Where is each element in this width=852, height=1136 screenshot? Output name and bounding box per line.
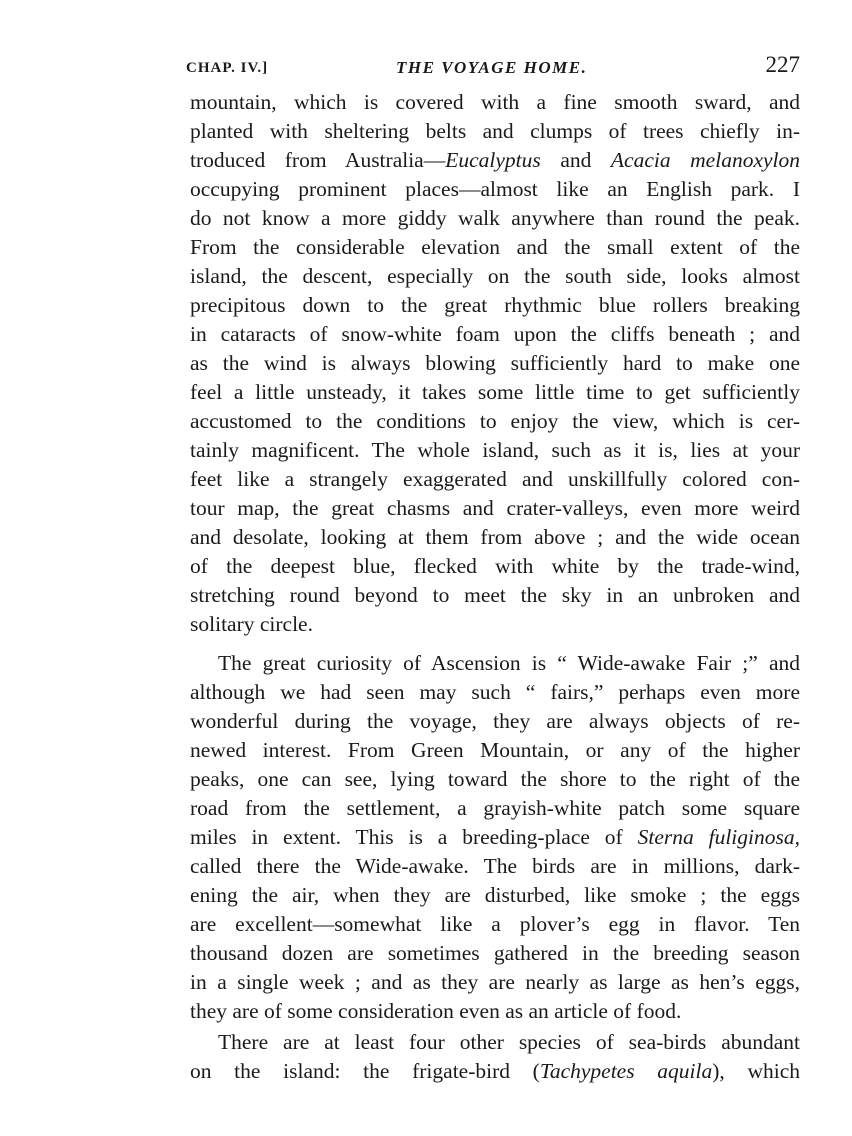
running-head [186,52,800,86]
page-number: 227 [765,52,800,77]
text-line: precipitous down to the great rhythmic blue rollers breaking [190,293,800,317]
text-line: are excellent—somewhat like a plover’s egg in flavor. Ten [190,912,800,936]
text-line: mountain, which is covered with a fine smooth sward, and [190,90,800,114]
text-line: feel a little unsteady, it takes some little time to get sufficiently [190,380,800,404]
text-line: solitary circle. [190,612,313,636]
text-line: planted with sheltering belts and clumps of trees chiefly in- [190,119,800,143]
text-line: tainly magnificent. The whole island, such as it is, lies at your [190,438,800,462]
text-line: and desolate, looking at them from above ; and the wide ocean [190,525,800,549]
text-line: they are of some consideration even as an article of food. [190,999,682,1023]
text-line: road from the settlement, a grayish-white patch some square [190,796,800,820]
text-line: on the island: the frigate-bird (Tachypetes aquila), which [190,1059,800,1083]
text-line: peaks, one can see, lying toward the shore to the right of the [190,767,800,791]
text-line: as the wind is always blowing sufficiently hard to make one [190,351,800,375]
text-line: of the deepest blue, flecked with white by the trade-wind, [190,554,800,578]
text-line: There are at least four other species of sea-birds abundant [218,1030,800,1054]
text-line: ening the air, when they are disturbed, like smoke ; the eggs [190,883,800,907]
text-line: miles in extent. This is a breeding-place of Sterna fuliginosa, [190,825,800,849]
text-line: occupying prominent places—almost like an English park. I [190,177,800,201]
text-line: called there the Wide-awake. The birds are in millions, dark- [190,854,800,878]
text-line: do not know a more giddy walk anywhere than round the peak. [190,206,800,230]
text-line: island, the descent, especially on the south side, looks almost [190,264,800,288]
text-line: feet like a strangely exaggerated and unskillfully colored con- [190,467,800,491]
text-line: although we had seen may such “ fairs,” perhaps even more [190,680,800,704]
text-line: in a single week ; and as they are nearly as large as hen’s eggs, [190,970,800,994]
chapter-label: CHAP. IV.] [186,60,269,76]
text-line: troduced from Australia—Eucalyptus and Acacia melanoxylon [190,148,801,172]
text-line: From the considerable elevation and the small extent of the [190,235,800,259]
text-line: accustomed to the conditions to enjoy the view, which is cer- [190,409,800,433]
text-line: tour map, the great chasms and crater-valleys, even more weird [190,496,800,520]
text-line: thousand dozen are sometimes gathered in the breeding season [190,941,800,965]
text-line: stretching round beyond to meet the sky in an unbroken and [190,583,800,607]
running-title: THE VOYAGE HOME. [396,58,588,77]
text-line: in cataracts of snow-white foam upon the cliffs beneath ; and [190,322,800,346]
text-line: The great curiosity of Ascension is “ Wide-awake Fair ;” and [218,651,800,675]
text-line: wonderful during the voyage, they are always objects of re- [190,709,800,733]
text-line: newed interest. From Green Mountain, or any of the higher [190,738,800,762]
